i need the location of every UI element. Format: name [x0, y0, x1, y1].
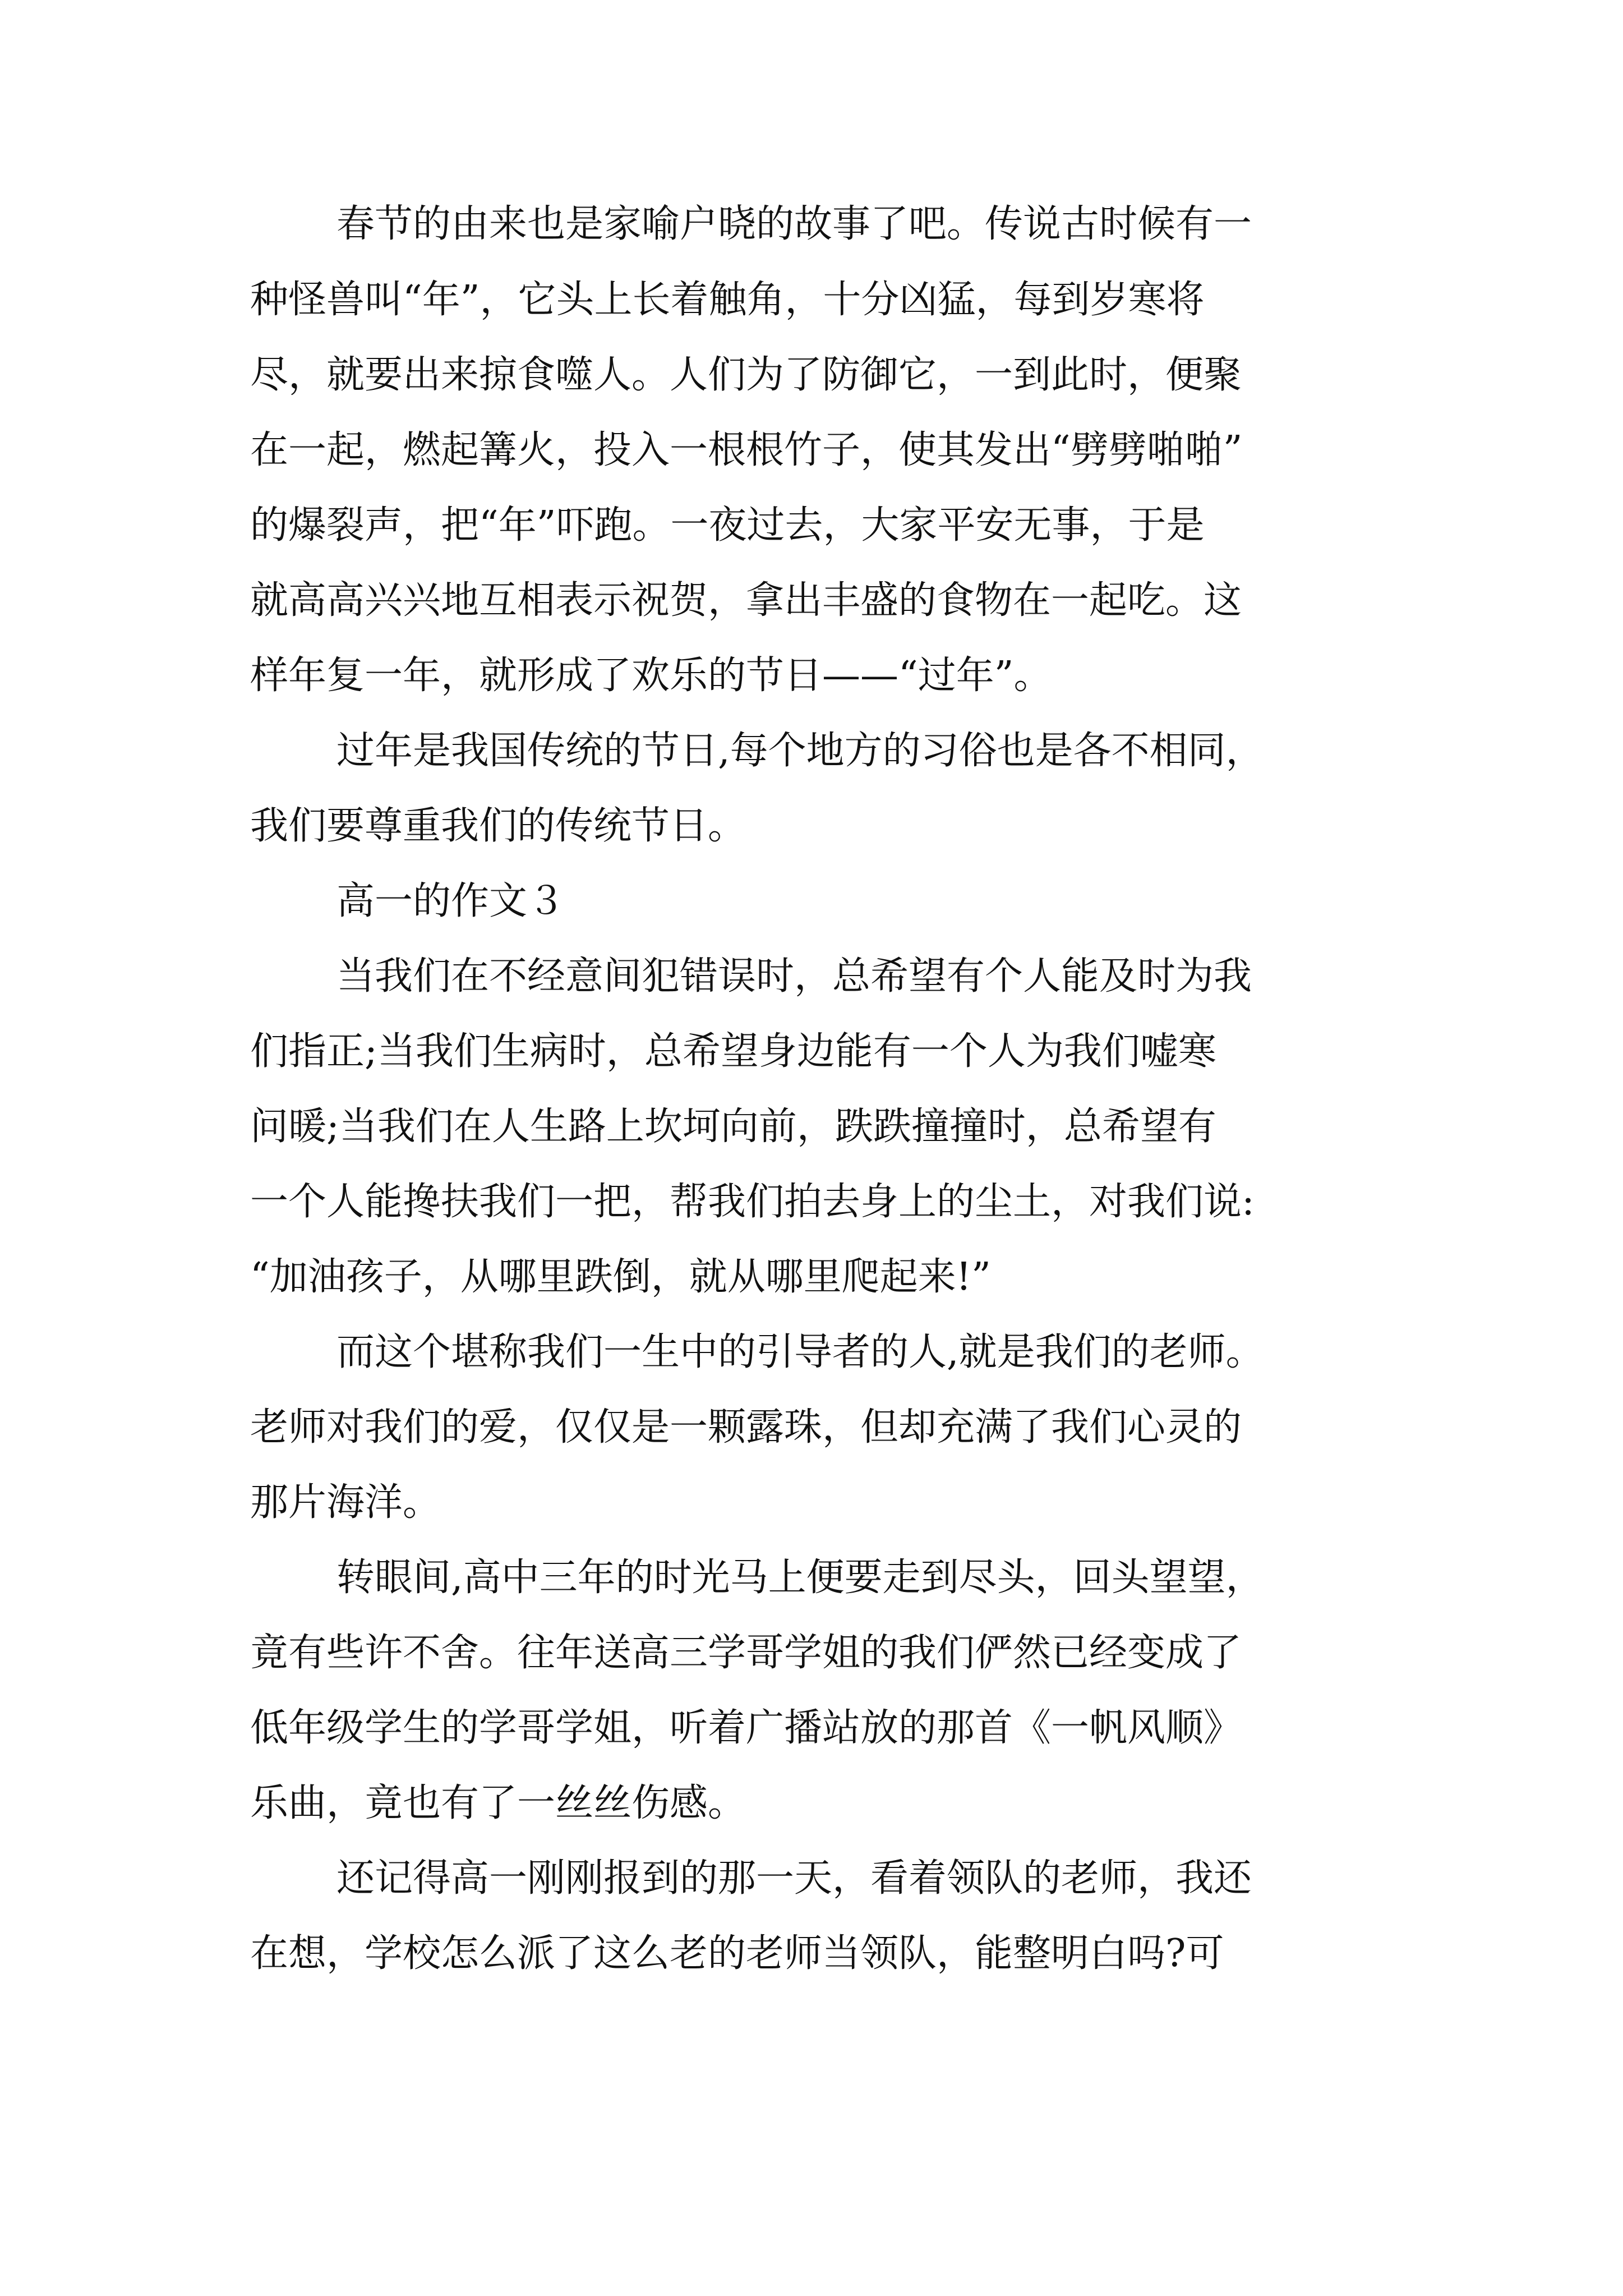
text-line: 老师对我们的爱，仅仅是一颗露珠，但却充满了我们心灵的 — [250, 1405, 1242, 1450]
text-line: 春节的由来也是家喻户晓的故事了吧。传说古时候有一 — [336, 202, 1252, 246]
text-line: 问暖;当我们在人生路上坎坷向前，跌跌撞撞时，总希望有 — [250, 1105, 1216, 1149]
text-line: 们指正;当我们生病时，总希望身边能有一个人为我们嘘寒 — [250, 1029, 1216, 1074]
text-line: 当我们在不经意间犯错误时，总希望有个人能及时为我 — [336, 954, 1252, 999]
text-line: 低年级学生的学哥学姐，听着广播站放的那首《一帆风顺》 — [250, 1706, 1242, 1750]
text-line: 的爆裂声，把“年”吓跑。一夜过去，大家平安无事，于是 — [250, 503, 1205, 547]
text-line: “加油孩子，从哪里跌倒，就从哪里爬起来!” — [250, 1255, 991, 1299]
text-line: 而这个堪称我们一生中的引导者的人,就是我们的老师。 — [336, 1330, 1264, 1374]
text-line: 一个人能搀扶我们一把，帮我们拍去身上的尘土，对我们说: — [250, 1180, 1255, 1224]
text-line: 样年复一年，就形成了欢乐的节日——“过年”。 — [250, 654, 1052, 698]
text-line: 在想，学校怎么派了这么老的老师当领队，能整明白吗?可 — [250, 1931, 1224, 1976]
text-line: 乐曲，竟也有了一丝丝伤感。 — [250, 1781, 746, 1825]
text-line: 竟有些许不舍。往年送高三学哥学姐的我们俨然已经变成了 — [250, 1631, 1242, 1675]
text-line: 就高高兴兴地互相表示祝贺，拿出丰盛的食物在一起吃。这 — [250, 578, 1242, 623]
text-line: 尽，就要出来掠食噬人。人们为了防御它，一到此时，便聚 — [250, 353, 1242, 397]
text-line: 在一起，燃起篝火，投入一根根竹子，使其发出“劈劈啪啪” — [250, 428, 1243, 472]
text-line: 种怪兽叫“年”，它头上长着触角，十分凶猛，每到岁寒将 — [250, 278, 1205, 322]
section-heading: 高一的作文３ — [336, 879, 566, 923]
text-line: 转眼间,高中三年的时光马上便要走到尽头，回头望望， — [336, 1556, 1264, 1600]
text-line: 还记得高一刚刚报到的那一天，看着领队的老师，我还 — [336, 1856, 1252, 1901]
text-line: 过年是我国传统的节日,每个地方的习俗也是各不相同， — [336, 729, 1264, 773]
text-line: 那片海洋。 — [250, 1480, 441, 1525]
text-line: 我们要尊重我们的传统节日。 — [250, 804, 746, 848]
